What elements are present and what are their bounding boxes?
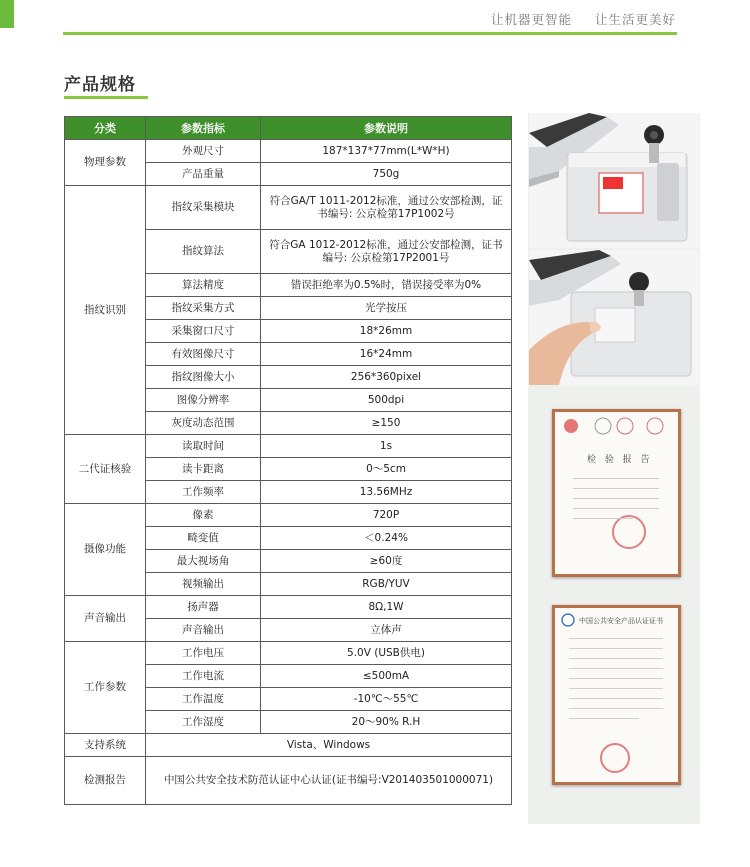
- param-cell: 算法精度: [146, 274, 261, 297]
- value-cell: 20～90% R.H: [261, 711, 512, 734]
- param-cell: 工作电流: [146, 665, 261, 688]
- spec-table: [64, 116, 512, 805]
- value-cell: 13.56MHz: [261, 481, 512, 504]
- param-cell: 最大视场角: [146, 550, 261, 573]
- category-cell: 支持系统: [65, 734, 146, 757]
- value-cell: 立体声: [261, 619, 512, 642]
- product-certification-certificate: [552, 605, 681, 785]
- header-category: 分类: [65, 117, 146, 140]
- param-cell: 读卡距离: [146, 458, 261, 481]
- value-cell: 8Ω,1W: [261, 596, 512, 619]
- value-cell: 500dpi: [261, 389, 512, 412]
- value-cell: 720P: [261, 504, 512, 527]
- title-underline: [64, 96, 148, 99]
- param-cell: 指纹算法: [146, 230, 261, 274]
- category-cell: 指纹识别: [65, 186, 146, 435]
- slogan-left: 让机器更智能: [490, 12, 572, 27]
- param-cell: 扬声器: [146, 596, 261, 619]
- value-cell: 0～5cm: [261, 458, 512, 481]
- param-cell: 灰度动态范围: [146, 412, 261, 435]
- value-cell: 256*360pixel: [261, 366, 512, 389]
- param-cell: 视频输出: [146, 573, 261, 596]
- table-row: [65, 504, 512, 527]
- param-cell: 畸变值: [146, 527, 261, 550]
- param-cell: 工作温度: [146, 688, 261, 711]
- category-cell: 二代证核验: [65, 435, 146, 504]
- corner-tab: [0, 0, 14, 28]
- value-cell: 1s: [261, 435, 512, 458]
- value-cell: 18*26mm: [261, 320, 512, 343]
- table-row: [65, 140, 512, 163]
- inspection-report-certificate: [552, 409, 681, 577]
- param-cell: 图像分辨率: [146, 389, 261, 412]
- value-cell: ≥60度: [261, 550, 512, 573]
- value-cell: 符合GA 1012-2012标准，通过公安部检测，证书编号: 公京检第17P2001号: [261, 230, 512, 274]
- header-slogan: [473, 10, 676, 28]
- table-row: [65, 435, 512, 458]
- table-header-row: [65, 117, 512, 140]
- param-cell: 工作电压: [146, 642, 261, 665]
- value-cell: Vista、Windows: [146, 734, 512, 757]
- product-photo-finger: [529, 250, 699, 385]
- param-cell: 指纹采集方式: [146, 297, 261, 320]
- value-cell: ≤500mA: [261, 665, 512, 688]
- page-title: 产品规格: [64, 75, 136, 95]
- value-cell: RGB/YUV: [261, 573, 512, 596]
- category-cell: 物理参数: [65, 140, 146, 186]
- top-divider: [63, 32, 677, 35]
- table-row: [65, 642, 512, 665]
- value-cell: 5.0V (USB供电): [261, 642, 512, 665]
- param-cell: 指纹图像大小: [146, 366, 261, 389]
- param-cell: 外观尺寸: [146, 140, 261, 163]
- table-row: [65, 734, 512, 757]
- value-cell: 错误拒绝率为0.5%时，错误接受率为0%: [261, 274, 512, 297]
- report-title: 检 验 报 告: [587, 455, 653, 465]
- table-row: [65, 757, 512, 805]
- param-cell: 读取时间: [146, 435, 261, 458]
- value-cell: 16*24mm: [261, 343, 512, 366]
- value-cell: 光学按压: [261, 297, 512, 320]
- param-cell: 有效图像尺寸: [146, 343, 261, 366]
- category-cell: 摄像功能: [65, 504, 146, 596]
- param-cell: 产品重量: [146, 163, 261, 186]
- product-photo-laptop: [529, 113, 699, 248]
- value-cell: 750g: [261, 163, 512, 186]
- param-cell: 指纹采集模块: [146, 186, 261, 230]
- param-cell: 采集窗口尺寸: [146, 320, 261, 343]
- value-cell: 符合GA/T 1011-2012标准，通过公安部检测，证书编号: 公京检第17P1002号: [261, 186, 512, 230]
- table-row: [65, 596, 512, 619]
- value-cell: 中国公共安全技术防范认证中心认证(证书编号:V201403501000071): [146, 757, 512, 805]
- slogan-right: 让生活更美好: [594, 12, 676, 27]
- category-cell: 检测报告: [65, 757, 146, 805]
- param-cell: 工作湿度: [146, 711, 261, 734]
- param-cell: 像素: [146, 504, 261, 527]
- category-cell: 工作参数: [65, 642, 146, 734]
- value-cell: ≥150: [261, 412, 512, 435]
- value-cell: -10℃～55℃: [261, 688, 512, 711]
- header-description: 参数说明: [261, 117, 512, 140]
- certificate-title: 中国公共安全产品认证证书: [579, 617, 663, 625]
- table-row: [65, 186, 512, 230]
- param-cell: 工作频率: [146, 481, 261, 504]
- param-cell: 声音输出: [146, 619, 261, 642]
- header-parameter: 参数指标: [146, 117, 261, 140]
- value-cell: 187*137*77mm(L*W*H): [261, 140, 512, 163]
- value-cell: ＜0.24%: [261, 527, 512, 550]
- category-cell: 声音输出: [65, 596, 146, 642]
